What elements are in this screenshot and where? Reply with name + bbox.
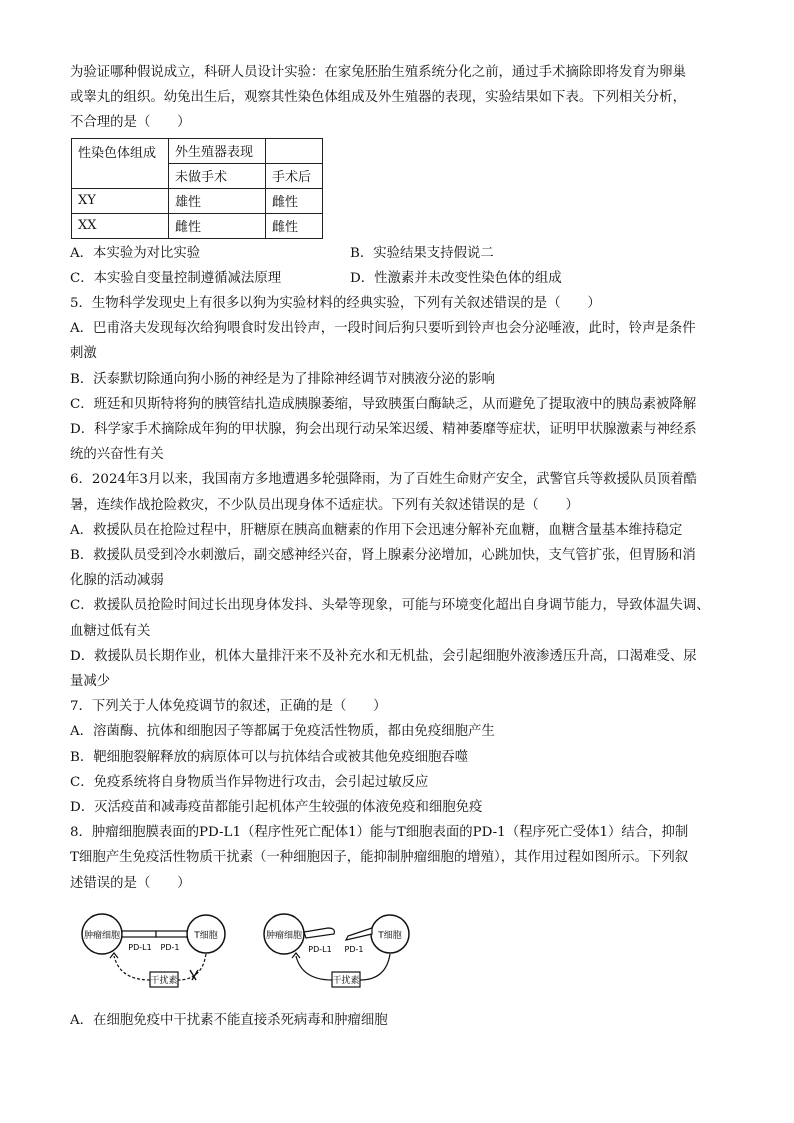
ifn-label: 干扰素 (150, 975, 178, 986)
q4-options-row-2 (70, 266, 732, 291)
question-page (70, 60, 732, 1033)
pd1-label: PD-1 (344, 944, 364, 954)
q4-option-c[interactable]: C．本实验自变量控制遵循减法原理 (70, 270, 282, 286)
pdl1-label: PD-L1 (308, 944, 332, 954)
q4-option-d[interactable]: D．性激素并未改变性染色体的组成 (350, 270, 562, 286)
t-cell-label: T细胞 (194, 930, 218, 941)
q7-option-c[interactable]: C．免疫系统将自身物质当作异物进行攻击，会引起过敏反应 (70, 774, 429, 790)
subheader-after: 手术后 (266, 163, 323, 188)
tumor-cell-label: 肿瘤细胞 (83, 930, 121, 941)
q5-option-d-line-2[interactable]: 统的兴奋性有关 (70, 447, 164, 463)
pd1-receptor (346, 928, 372, 940)
q6-option-c-line-1[interactable]: C．救援队员抢险时间过长出现身体发抖、头晕等现象，可能与环境变化超出自身调节能力，导致体温失调、 (70, 598, 710, 614)
q8-stem-line-1: 8．肿瘤细胞膜表面的PD-L1（程序性死亡配体1）能与T细胞表面的PD-1（程序死亡受体1）结合，抑制 (70, 825, 689, 841)
pd1-label: PD-1 (160, 942, 180, 952)
pd1-figure (80, 910, 732, 998)
table-row (72, 213, 323, 238)
cell-after: 雌性 (266, 213, 323, 238)
figure-unbound (262, 910, 422, 998)
q4-option-b[interactable]: B．实验结果支持假说二 (350, 245, 494, 261)
q6-option-b-line-2[interactable]: 化腺的活动减弱 (70, 573, 164, 589)
intro-line-1: 为验证哪种假说成立，科研人员设计实验：在家兔胚胎生殖系统分化之前，通过手术摘除即将发育为卵巢 (70, 65, 686, 80)
header-genitalia: 外生殖器表现 (169, 138, 266, 163)
q6-option-d-line-1[interactable]: D．救援队员长期作业，机体大量排汗来不及补充水和无机盐，会引起细胞外液渗透压升高，口渴难受、尿 (70, 648, 697, 664)
q5-option-c[interactable]: C．班廷和贝斯特将狗的胰管结扎造成胰腺萎缩，导致胰蛋白酶缺乏，从而避免了提取液中的胰岛素被降解 (70, 396, 697, 412)
q8-stem-line-3: 述错误的是（ ） (70, 875, 191, 891)
q6-option-d-line-2[interactable]: 量减少 (70, 674, 111, 690)
pdl1-receptor (122, 931, 156, 937)
pd1-receptor (156, 931, 187, 937)
cell-after: 雌性 (266, 188, 323, 213)
q5-option-b[interactable]: B．沃泰默切除通向狗小肠的神经是为了排除神经调节对胰液分泌的影响 (70, 371, 495, 387)
q5-stem: 5．生物科学发现史上有很多以狗为实验材料的经典实验，下列有关叙述错误的是（ ） (70, 296, 601, 312)
q7-option-b[interactable]: B．靶细胞裂解释放的病原体可以与抗体结合或被其他免疫细胞吞噬 (70, 749, 469, 765)
q6-stem-line-1: 6．2024年3月以来，我国南方多地遭遇多轮强降雨，为了百姓生命财产安全，武警官兵等救援队员顶着酷 (70, 472, 697, 488)
ifn-label: 干扰素 (332, 975, 360, 986)
intro-line-3: 不合理的是（ ） (70, 115, 191, 131)
cell-chrom: XX (72, 213, 169, 238)
q6-stem-line-2: 暑，连续作战抢险救灾，不少队员出现身体不适症状。下列有关叙述错误的是（ ） (70, 497, 579, 513)
cell-before: 雌性 (169, 213, 266, 238)
cell-before: 雄性 (169, 188, 266, 213)
q6-option-c-line-2[interactable]: 血糖过低有关 (70, 623, 151, 639)
header-chromosome: 性染色体组成 (72, 138, 169, 188)
q4-option-a[interactable]: A．本实验为对比实验 (70, 245, 201, 261)
q8-option-a[interactable]: A．在细胞免疫中干扰素不能直接杀死病毒和肿瘤细胞 (70, 1012, 388, 1028)
table-row (72, 188, 323, 213)
pdl1-label: PD-L1 (128, 942, 152, 952)
subheader-before: 未做手术 (169, 163, 266, 188)
t-cell-label: T细胞 (378, 930, 402, 941)
pdl1-receptor (304, 928, 334, 938)
q4-options-row-1 (70, 241, 732, 266)
q5-option-a-line-1[interactable]: A．巴甫洛夫发现每次给狗喂食时发出铃声，一段时间后狗只要听到铃声也会分泌唾液，此时，铃声是条件 (70, 321, 696, 337)
q7-stem: 7．下列关于人体免疫调节的叙述，正确的是（ ） (70, 699, 387, 715)
q7-option-d[interactable]: D．灭活疫苗和减毒疫苗都能引起机体产生较强的体液免疫和细胞免疫 (70, 800, 483, 816)
q6-option-b-line-1[interactable]: B．救援队员受到冷水刺激后，副交感神经兴奋，肾上腺素分泌增加，心跳加快，支气管扩张，但胃肠和消 (70, 548, 696, 564)
tumor-cell-label: 肿瘤细胞 (265, 930, 303, 941)
block-mark-icon (190, 970, 198, 980)
results-table (71, 138, 323, 239)
cell-chrom: XY (72, 188, 169, 213)
intro-line-2: 或睾丸的组织。幼兔出生后，观察其性染色体组成及外生殖器的表现，实验结果如下表。下列相关分析， (70, 90, 686, 106)
q5-option-a-line-2[interactable]: 刺激 (70, 346, 97, 362)
q7-option-a[interactable]: A．溶菌酶、抗体和细胞因子等都属于免疫活性物质，都由免疫细胞产生 (70, 724, 495, 740)
q8-stem-line-2: T细胞产生免疫活性物质干扰素（一种细胞因子，能抑制肿瘤细胞的增殖），其作用过程如图所示。下列叙 (70, 850, 689, 866)
q5-option-d-line-1[interactable]: D．科学家手术摘除成年狗的甲状腺，狗会出现行动呆笨迟缓、精神萎靡等症状，证明甲状腺激素与神经系 (70, 422, 697, 438)
figure-bound (80, 910, 240, 998)
header-blank (266, 138, 323, 163)
q6-option-a[interactable]: A．救援队员在抢险过程中，肝糖原在胰高血糖素的作用下会迅速分解补充血糖，血糖含量基本维持稳定 (70, 522, 683, 538)
